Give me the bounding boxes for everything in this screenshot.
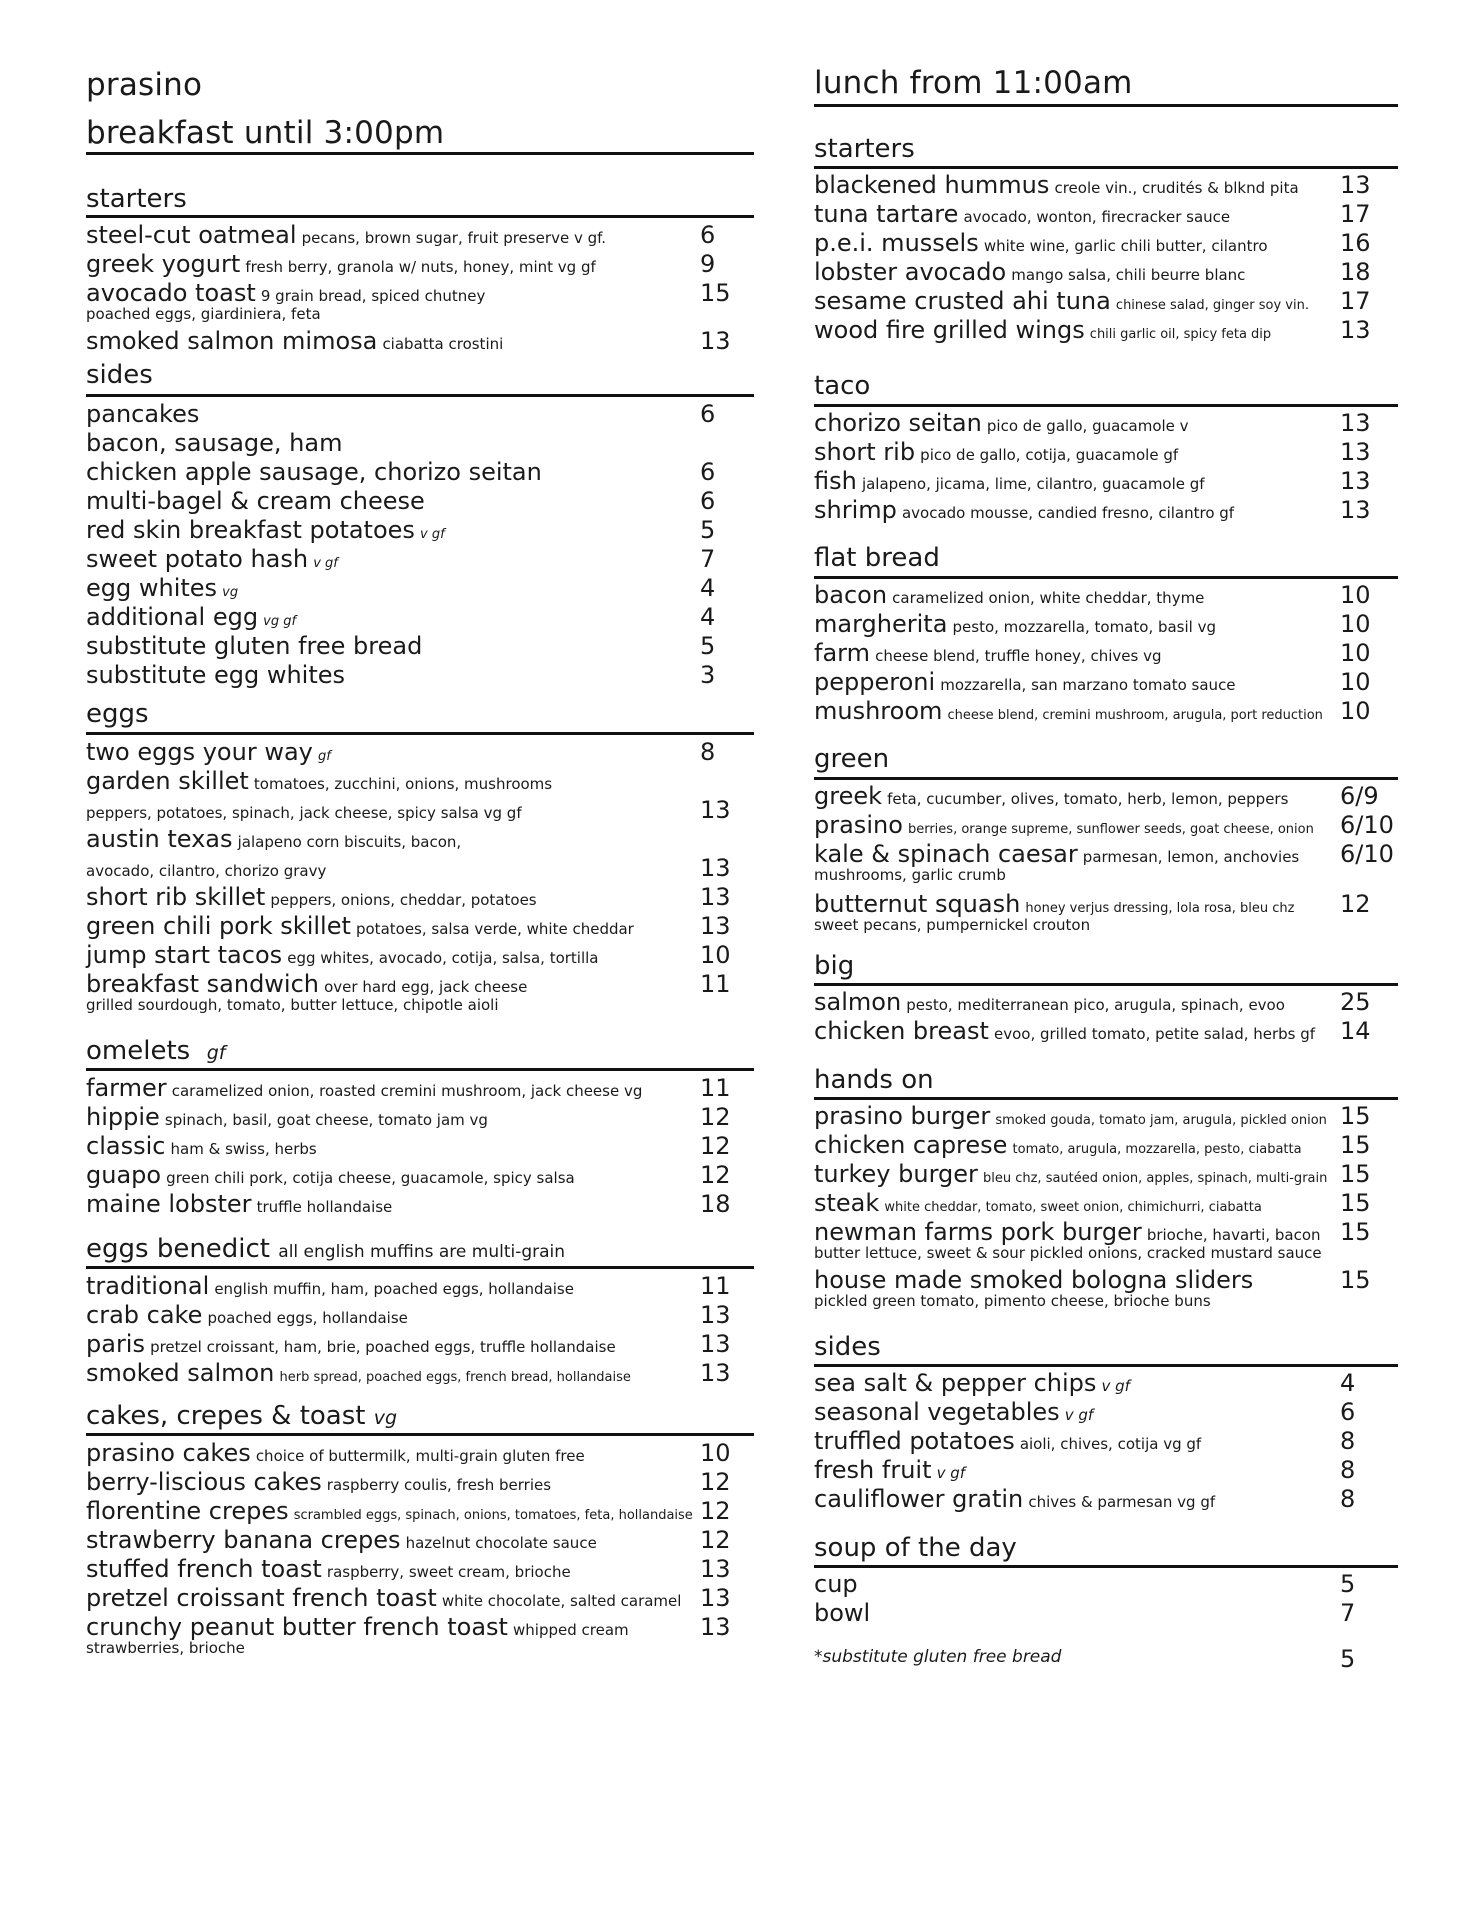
section-title-starters: starters (86, 184, 187, 214)
menu-item: short rib skillet peppers, onions, cheddar, potatoes 13 (86, 883, 731, 911)
menu-item: blackened hummus creole vin., crudités & blknd pita 13 (814, 171, 1371, 199)
menu-item: peppers, potatoes, spinach, jack cheese, spicy salsa vg gf 13 (86, 796, 731, 824)
section-divider (814, 1364, 1398, 1367)
menu-item: sesame crusted ahi tuna chinese salad, ginger soy vin. 17 (814, 287, 1371, 315)
menu-item: smoked salmon herb spread, poached eggs, french bread, hollandaise 13 (86, 1359, 731, 1387)
lunch-hours-title: lunch from 11:00am (814, 65, 1133, 101)
menu-item: paris pretzel croissant, ham, brie, poached eggs, truffle hollandaise 13 (86, 1330, 731, 1358)
title-divider (814, 104, 1398, 107)
menu-item: cauliflower gratin chives & parmesan vg gf 8 (814, 1485, 1356, 1513)
menu-item: sweet potato hash v gf 7 (86, 545, 716, 573)
menu-item: pretzel croissant french toast white chocolate, salted caramel 13 (86, 1584, 731, 1612)
restaurant-name: prasino (86, 67, 203, 103)
section-title-omelets: omelets gf (86, 1036, 226, 1066)
menu-item: wood fire grilled wings chili garlic oil, spicy feta dip 13 (814, 316, 1371, 344)
menu-item: austin texas jalapeno corn biscuits, bacon, (86, 825, 462, 853)
menu-item: house made smoked bologna sliders 15 pickled green tomato, pimento cheese, brioche buns (814, 1266, 1371, 1310)
menu-item: chorizo seitan pico de gallo, guacamole v 13 (814, 409, 1371, 437)
section-divider (86, 1433, 754, 1436)
menu-item: margherita pesto, mozzarella, tomato, basil vg 10 (814, 610, 1371, 638)
menu-item: jump start tacos egg whites, avocado, cotija, salsa, tortilla 10 (86, 941, 731, 969)
section-divider (814, 576, 1398, 579)
section-title-lunch-sides: sides (814, 1332, 881, 1362)
section-title-cakes-crepes-toast: cakes, crepes & toast vg (86, 1401, 398, 1431)
menu-item: hippie spinach, basil, goat cheese, tomato jam vg 12 (86, 1103, 731, 1131)
menu-item: newman farms pork burger brioche, havarti, bacon 15 butter lettuce, sweet & sour pickled onions, cracked mustard sauce (814, 1218, 1371, 1262)
menu-item: traditional english muffin, ham, poached eggs, hollandaise 11 (86, 1272, 731, 1300)
menu-item: maine lobster truffle hollandaise 18 (86, 1190, 731, 1218)
menu-item: avocado toast 9 grain bread, spiced chutney 15 poached eggs, giardiniera, feta (86, 279, 731, 323)
menu-item: chicken caprese tomato, arugula, mozzarella, pesto, ciabatta 15 (814, 1131, 1371, 1159)
menu-item: shrimp avocado mousse, candied fresno, cilantro gf 13 (814, 496, 1371, 524)
menu-item: two eggs your way gf 8 (86, 738, 716, 766)
menu-item: salmon pesto, mediterranean pico, arugula, spinach, evoo 25 (814, 988, 1371, 1016)
menu-item: stuffed french toast raspberry, sweet cream, brioche 13 (86, 1555, 731, 1583)
menu-item: sea salt & pepper chips v gf 4 (814, 1369, 1356, 1397)
title-divider (86, 152, 754, 155)
menu-item: farmer caramelized onion, roasted cremini mushroom, jack cheese vg 11 (86, 1074, 731, 1102)
section-divider (814, 777, 1398, 780)
menu-item: truffled potatoes aioli, chives, cotija vg gf 8 (814, 1427, 1356, 1455)
menu-item: fresh fruit v gf 8 (814, 1456, 1356, 1484)
section-divider (814, 1097, 1398, 1100)
section-title-lunch-starters: starters (814, 134, 915, 164)
footnote-price: 5 (1340, 1645, 1356, 1673)
breakfast-hours-title: breakfast until 3:00pm (86, 115, 445, 151)
menu-item: turkey burger bleu chz, sautéed onion, apples, spinach, multi-grain 15 (814, 1160, 1371, 1188)
section-title-big: big (814, 951, 855, 981)
menu-item: kale & spinach caesar parmesan, lemon, anchovies 6/10 mushrooms, garlic crumb (814, 840, 1394, 884)
section-divider (86, 732, 754, 735)
section-title-hands-on: hands on (814, 1065, 934, 1095)
menu-item: avocado, cilantro, chorizo gravy 13 (86, 854, 731, 882)
section-title-eggs-benedict: eggs benedict all english muffins are multi-grain (86, 1234, 566, 1264)
menu-item: chicken apple sausage, chorizo seitan 6 (86, 458, 716, 486)
menu-item: smoked salmon mimosa ciabatta crostini 13 (86, 327, 731, 355)
menu-item: mushroom cheese blend, cremini mushroom, arugula, port reduction 10 (814, 697, 1371, 725)
section-title-taco: taco (814, 371, 871, 401)
menu-item: additional egg vg gf 4 (86, 603, 716, 631)
section-divider (814, 166, 1398, 169)
menu-item: cup 5 (814, 1570, 1356, 1598)
section-title-green: green (814, 744, 890, 774)
menu-item: substitute egg whites 3 (86, 661, 716, 689)
menu-item: farm cheese blend, truffle honey, chives vg 10 (814, 639, 1371, 667)
menu-item: breakfast sandwich over hard egg, jack cheese 11 grilled sourdough, tomato, butter lettuce, chipotle aioli (86, 970, 731, 1014)
section-title-sides: sides (86, 360, 153, 390)
menu-item: prasino berries, orange supreme, sunflower seeds, goat cheese, onion 6/10 (814, 811, 1394, 839)
section-divider (86, 1068, 754, 1071)
menu-item: crab cake poached eggs, hollandaise 13 (86, 1301, 731, 1329)
menu-item: florentine crepes scrambled eggs, spinach, onions, tomatoes, feta, hollandaise 12 (86, 1497, 731, 1525)
section-title-flat-bread: flat bread (814, 543, 940, 573)
section-divider (814, 1565, 1398, 1568)
menu-item: prasino cakes choice of buttermilk, multi-grain gluten free 10 (86, 1439, 731, 1467)
menu-item: classic ham & swiss, herbs 12 (86, 1132, 731, 1160)
menu-item: steak white cheddar, tomato, sweet onion, chimichurri, ciabatta 15 (814, 1189, 1371, 1217)
footnote-text: *substitute gluten free bread (814, 1647, 1062, 1667)
section-divider (814, 983, 1398, 986)
section-title-eggs: eggs (86, 699, 149, 729)
menu-item: short rib pico de gallo, cotija, guacamole gf 13 (814, 438, 1371, 466)
menu-item: greek yogurt fresh berry, granola w/ nuts, honey, mint vg gf 9 (86, 250, 716, 278)
section-divider (86, 1266, 754, 1269)
menu-item: guapo green chili pork, cotija cheese, guacamole, spicy salsa 12 (86, 1161, 731, 1189)
section-divider (86, 215, 754, 218)
menu-item: pancakes 6 (86, 400, 716, 428)
menu-item: greek feta, cucumber, olives, tomato, herb, lemon, peppers 6/9 (814, 782, 1379, 810)
menu-item: tuna tartare avocado, wonton, firecracker sauce 17 (814, 200, 1371, 228)
menu-item: seasonal vegetables v gf 6 (814, 1398, 1356, 1426)
menu-item: butternut squash honey verjus dressing, lola rosa, bleu chz 12 sweet pecans, pumpernickel crouton (814, 890, 1371, 934)
section-divider (814, 404, 1398, 407)
menu-item: fish jalapeno, jicama, lime, cilantro, guacamole gf 13 (814, 467, 1371, 495)
menu-item: substitute gluten free bread 5 (86, 632, 716, 660)
menu-item: red skin breakfast potatoes v gf 5 (86, 516, 716, 544)
menu-item: bacon, sausage, ham (86, 429, 343, 457)
menu-item: p.e.i. mussels white wine, garlic chili butter, cilantro 16 (814, 229, 1371, 257)
menu-item: prasino burger smoked gouda, tomato jam, arugula, pickled onion 15 (814, 1102, 1371, 1130)
menu-item: bacon caramelized onion, white cheddar, thyme 10 (814, 581, 1371, 609)
menu-item: berry-liscious cakes raspberry coulis, fresh berries 12 (86, 1468, 731, 1496)
menu-item: bowl 7 (814, 1599, 1356, 1627)
section-title-soup-of-the-day: soup of the day (814, 1533, 1017, 1563)
section-divider (86, 394, 754, 397)
menu-item: lobster avocado mango salsa, chili beurre blanc 18 (814, 258, 1371, 286)
menu-item: multi-bagel & cream cheese 6 (86, 487, 716, 515)
menu-item: pepperoni mozzarella, san marzano tomato sauce 10 (814, 668, 1371, 696)
menu-item: strawberry banana crepes hazelnut chocolate sauce 12 (86, 1526, 731, 1554)
menu-item: chicken breast evoo, grilled tomato, petite salad, herbs gf 14 (814, 1017, 1371, 1045)
footnote-gluten-free (814, 1645, 1398, 1673)
menu-item: egg whites vg 4 (86, 574, 716, 602)
menu-item: steel-cut oatmeal pecans, brown sugar, fruit preserve v gf. 6 (86, 221, 716, 249)
menu-item: crunchy peanut butter french toast whipped cream 13 strawberries, brioche (86, 1613, 731, 1657)
menu-item: green chili pork skillet potatoes, salsa verde, white cheddar 13 (86, 912, 731, 940)
menu-item: garden skillet tomatoes, zucchini, onions, mushrooms (86, 767, 553, 795)
